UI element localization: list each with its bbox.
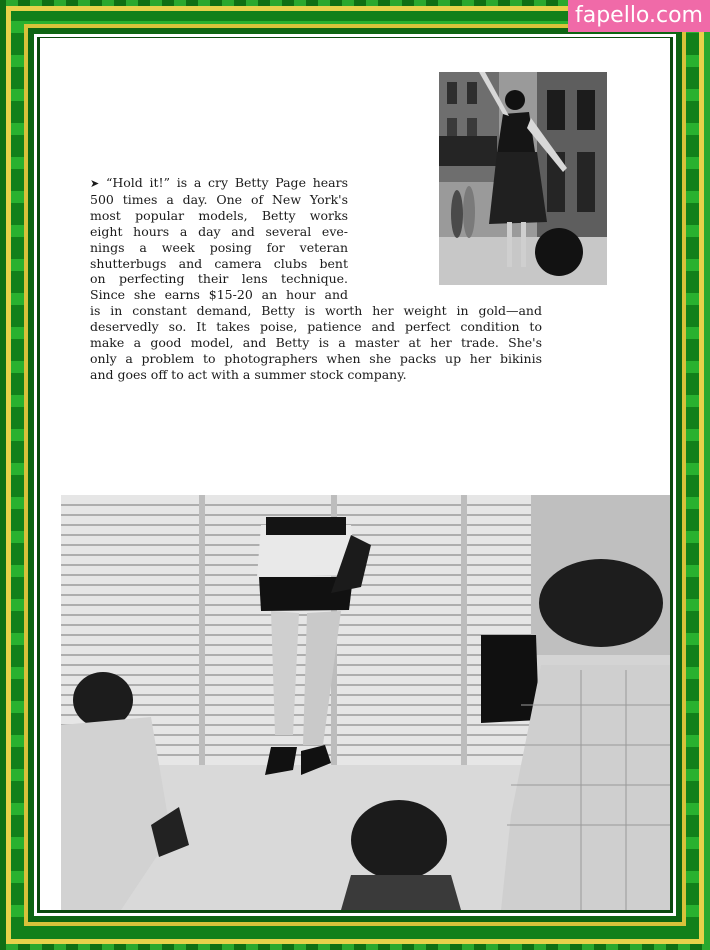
article-line: ➤ “Hold it!” is a cry Betty Page hears xyxy=(90,175,348,190)
article-line: shutterbugs and camera clubs bent xyxy=(90,255,348,271)
article-line: deservedly so. It takes poise, patience and perfect condition to xyxy=(90,319,542,335)
article-line: nings a week posing for veteran xyxy=(90,239,348,255)
article-line: most popular models, Betty works xyxy=(90,207,348,223)
studio-photo xyxy=(61,495,670,910)
article-line: on perfecting their lens technique. xyxy=(90,271,348,287)
article-line: 500 times a day. One of New York's xyxy=(90,191,348,207)
article-body xyxy=(90,175,550,383)
article-line: and goes off to act with a summer stock company. xyxy=(90,366,407,382)
article-line: only a problem to photographers when she packs up her bikinis xyxy=(90,350,542,366)
article-line: is in constant demand, Betty is worth her weight in gold—and xyxy=(90,303,542,319)
magazine-page xyxy=(40,38,670,910)
article-line: eight hours a day and several eve- xyxy=(90,223,348,239)
article-line: make a good model, and Betty is a master at her trade. She's xyxy=(90,335,542,351)
article-line: Since she earns $15-20 an hour and xyxy=(90,287,348,303)
arrow-icon: ➤ xyxy=(90,177,100,190)
studio-photo-image xyxy=(61,495,670,910)
watermark: fapello.com xyxy=(568,0,710,32)
